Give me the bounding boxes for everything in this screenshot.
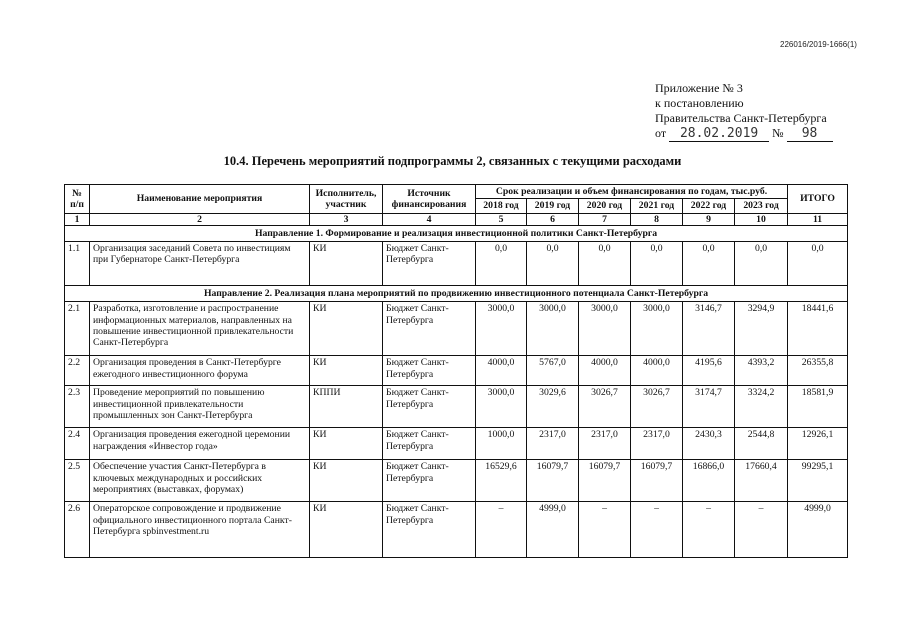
row-name: Организация заседаний Совета по инвестициям при Губернаторе Санкт-Петербурга [90, 242, 310, 286]
direction-1-title: Направление 1. Формирование и реализация инвестиционной политики Санкт-Петербурга [65, 225, 848, 241]
header-year: 2018 год [476, 199, 527, 213]
header-year: 2020 год [579, 199, 631, 213]
header-source: Источник финансирования [383, 185, 476, 214]
row-value-2018: 4000,0 [476, 356, 527, 386]
row-value-2019: 0,0 [527, 242, 579, 286]
table-row [65, 428, 848, 460]
row-value-2021: 2317,0 [631, 428, 683, 460]
column-number-row [65, 213, 848, 225]
column-number: 5 [476, 213, 527, 225]
row-value-2020: 2317,0 [579, 428, 631, 460]
column-number: 4 [383, 213, 476, 225]
row-name: Организация проведения в Санкт-Петербурге ежегодного инвестиционного форума [90, 356, 310, 386]
appendix-line1: Приложение № 3 [655, 81, 743, 95]
row-source: Бюджет Санкт-Петербурга [383, 302, 476, 356]
row-value-2022: 4195,6 [683, 356, 735, 386]
row-executor: КИ [310, 502, 383, 558]
row-num: 2.2 [65, 356, 90, 386]
row-value-2021: 4000,0 [631, 356, 683, 386]
row-value-2021: 3000,0 [631, 302, 683, 356]
row-num: 2.6 [65, 502, 90, 558]
row-value-2020: 16079,7 [579, 460, 631, 502]
column-number: 9 [683, 213, 735, 225]
column-number: 7 [579, 213, 631, 225]
row-source: Бюджет Санкт-Петербурга [383, 502, 476, 558]
row-source: Бюджет Санкт-Петербурга [383, 386, 476, 428]
row-value-2023: 2544,8 [735, 428, 788, 460]
table-row [65, 502, 848, 558]
row-value-2021: 3026,7 [631, 386, 683, 428]
header-executor: Исполнитель, участник [310, 185, 383, 214]
row-value-2022: 2430,3 [683, 428, 735, 460]
row-value-2021: 16079,7 [631, 460, 683, 502]
row-source: Бюджет Санкт-Петербурга [383, 460, 476, 502]
row-name: Организация проведения ежегодной церемонии награждения «Инвестор года» [90, 428, 310, 460]
row-source: Бюджет Санкт-Петербурга [383, 428, 476, 460]
date-prefix: от [655, 126, 667, 140]
row-value-2023: 3294,9 [735, 302, 788, 356]
appendix-line2: к постановлению [655, 96, 744, 110]
row-value-2019: 4999,0 [527, 502, 579, 558]
row-value-2019: 3029,6 [527, 386, 579, 428]
appendix-block [655, 81, 833, 142]
row-value-2022: 0,0 [683, 242, 735, 286]
appendix-date-line [655, 126, 833, 142]
document-title: 10.4. Перечень мероприятий подпрограммы 2, связанных с текущими расходами [223, 154, 682, 168]
row-value-2020: – [579, 502, 631, 558]
row-value-2018: 3000,0 [476, 302, 527, 356]
row-value-2023: 0,0 [735, 242, 788, 286]
row-value-2022: 3174,7 [683, 386, 735, 428]
row-num: 2.5 [65, 460, 90, 502]
row-total: 99295,1 [788, 460, 848, 502]
row-value-2018: 1000,0 [476, 428, 527, 460]
row-value-2022: 3146,7 [683, 302, 735, 356]
row-value-2023: 3324,2 [735, 386, 788, 428]
column-number: 6 [527, 213, 579, 225]
row-value-2018: 3000,0 [476, 386, 527, 428]
decree-date: 28.02.2019 [669, 126, 769, 142]
row-name: Обеспечение участия Санкт-Петербурга в ключевых международных и российских мероприятиях (выставках, форумах) [90, 460, 310, 502]
column-number: 10 [735, 213, 788, 225]
row-value-2018: 16529,6 [476, 460, 527, 502]
row-value-2023: – [735, 502, 788, 558]
table-row [65, 242, 848, 286]
header-row-1 [65, 185, 848, 199]
table-row [65, 302, 848, 356]
row-num: 1.1 [65, 242, 90, 286]
header-num: № п/п [65, 185, 90, 214]
row-num: 2.4 [65, 428, 90, 460]
row-value-2019: 3000,0 [527, 302, 579, 356]
table-row [65, 386, 848, 428]
row-value-2020: 0,0 [579, 242, 631, 286]
column-number: 1 [65, 213, 90, 225]
document-id: 226016/2019-1666(1) [780, 40, 857, 49]
row-name: Операторское сопровождение и продвижение официального инвестиционного портала Санкт-Петербурга spbinvestment.ru [90, 502, 310, 558]
column-number: 11 [788, 213, 848, 225]
row-executor: КИ [310, 428, 383, 460]
measures-table [64, 184, 848, 558]
row-value-2020: 4000,0 [579, 356, 631, 386]
row-total: 12926,1 [788, 428, 848, 460]
row-value-2021: – [631, 502, 683, 558]
row-value-2022: – [683, 502, 735, 558]
table-row [65, 460, 848, 502]
column-number: 2 [90, 213, 310, 225]
decree-number: 98 [787, 126, 833, 142]
row-name: Проведение мероприятий по повышению инвестиционной привлекательности промышленных зон Санкт-Петербурга [90, 386, 310, 428]
table-row [65, 356, 848, 386]
header-year: 2021 год [631, 199, 683, 213]
row-num: 2.3 [65, 386, 90, 428]
header-name: Наименование мероприятия [90, 185, 310, 214]
row-executor: КППИ [310, 386, 383, 428]
header-total: ИТОГО [788, 185, 848, 214]
direction-2-title: Направление 2. Реализация плана мероприятий по продвижению инвестиционного потенциала Санкт-Петербурга [65, 286, 848, 302]
row-executor: КИ [310, 356, 383, 386]
row-value-2023: 4393,2 [735, 356, 788, 386]
row-total: 18581,9 [788, 386, 848, 428]
row-value-2019: 5767,0 [527, 356, 579, 386]
appendix-line3: Правительства Санкт-Петербурга [655, 111, 827, 125]
row-value-2022: 16866,0 [683, 460, 735, 502]
row-total: 26355,8 [788, 356, 848, 386]
direction-1-row [65, 225, 848, 241]
row-value-2019: 2317,0 [527, 428, 579, 460]
row-total: 4999,0 [788, 502, 848, 558]
header-year: 2019 год [527, 199, 579, 213]
row-executor: КИ [310, 302, 383, 356]
row-name: Разработка, изготовление и распространение информационных материалов, направленных на повышение инвестиционной привлекательности Санкт-Петербурга [90, 302, 310, 356]
row-value-2019: 16079,7 [527, 460, 579, 502]
row-executor: КИ [310, 460, 383, 502]
row-total: 18441,6 [788, 302, 848, 356]
row-source: Бюджет Санкт-Петербурга [383, 356, 476, 386]
direction-2-row [65, 286, 848, 302]
row-value-2023: 17660,4 [735, 460, 788, 502]
row-value-2018: – [476, 502, 527, 558]
row-value-2018: 0,0 [476, 242, 527, 286]
row-total: 0,0 [788, 242, 848, 286]
row-value-2020: 3026,7 [579, 386, 631, 428]
row-num: 2.1 [65, 302, 90, 356]
row-value-2020: 3000,0 [579, 302, 631, 356]
number-prefix: № [772, 126, 784, 140]
row-executor: КИ [310, 242, 383, 286]
column-number: 3 [310, 213, 383, 225]
row-value-2021: 0,0 [631, 242, 683, 286]
header-year: 2023 год [735, 199, 788, 213]
row-source: Бюджет Санкт-Петербурга [383, 242, 476, 286]
column-number: 8 [631, 213, 683, 225]
header-period: Срок реализации и объем финансирования по годам, тыс.руб. [476, 185, 788, 199]
header-year: 2022 год [683, 199, 735, 213]
